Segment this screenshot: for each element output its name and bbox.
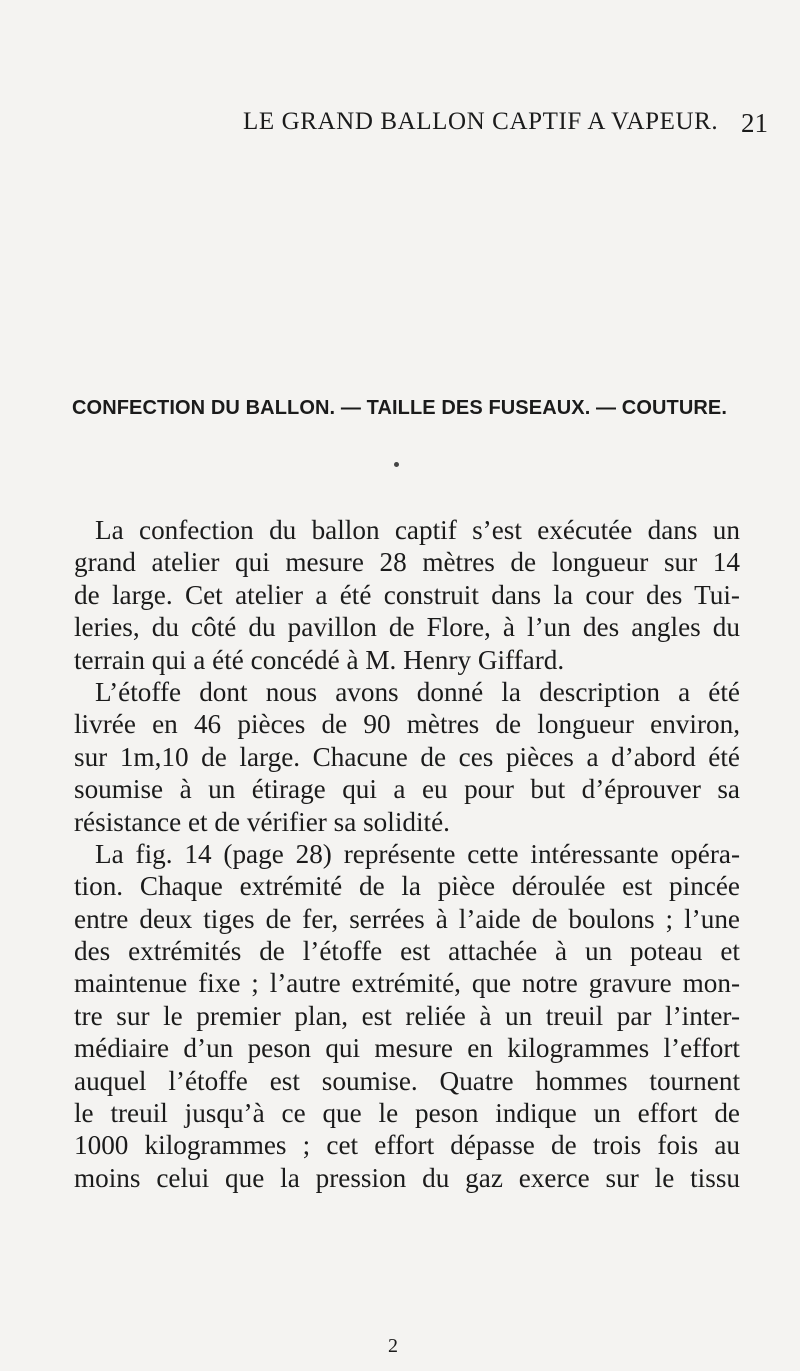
text-line: La confection du ballon captif s’est exécutée dans un — [95, 515, 740, 545]
page-number: 21 — [741, 108, 768, 138]
text-line: médiaire d’un peson qui mesure en kilogrammes l’effort — [74, 1033, 740, 1064]
text-line: livrée en 46 pièces de 90 mètres de longueur environ, — [74, 709, 740, 740]
text-line: soumise à un étirage qui a eu pour but d’éprouver sa — [74, 774, 740, 805]
text-line: auquel l’étoffe est soumise. Quatre hommes tournent — [74, 1065, 740, 1096]
signature-mark: 2 — [388, 1335, 398, 1357]
running-head — [0, 108, 800, 148]
text-line: tre sur le premier plan, est reliée à un treuil par l’inter- — [74, 1000, 740, 1031]
text-line: terrain qui a été concédé à M. Henry Giffard. — [74, 644, 565, 675]
ornament-dot — [394, 462, 399, 467]
text-line: de large. Cet atelier a été construit dans la cour des Tui- — [74, 579, 740, 610]
text-line: sur 1m,10 de large. Chacune de ces pièces a d’abord été — [74, 741, 740, 772]
text-line: 1000 kilogrammes ; cet effort dépasse de trois fois au — [74, 1130, 740, 1161]
text-line: leries, du côté du pavillon de Flore, à l’un des angles du — [74, 612, 740, 643]
text-line: tion. Chaque extrémité de la pièce déroulée est pincée — [74, 871, 740, 902]
text-line: L’étoffe dont nous avons donné la description a été — [95, 676, 740, 707]
running-title: LE GRAND BALLON CAPTIF A VAPEUR. — [243, 108, 719, 135]
text-line: grand atelier qui mesure 28 mètres de longueur sur 14 — [74, 547, 740, 578]
text-line: maintenue fixe ; l’autre extrémité, que notre gravure mon- — [74, 968, 740, 999]
text-line: résistance et de vérifier sa solidité. — [74, 806, 450, 837]
body-text — [74, 514, 740, 1194]
section-heading: CONFECTION DU BALLON. — TAILLE DES FUSEAUX. — COUTURE. — [72, 397, 728, 419]
text-line: entre deux tiges de fer, serrées à l’aide de boulons ; l’une — [74, 903, 740, 934]
text-line: moins celui que la pression du gaz exerce sur le tissu — [74, 1162, 740, 1193]
text-line: des extrémités de l’étoffe est attachée à un poteau et — [74, 936, 740, 967]
text-line: La fig. 14 (page 28) représente cette intéressante opéra- — [95, 838, 740, 869]
text-line: le treuil jusqu’à ce que le peson indique un effort de — [74, 1098, 740, 1129]
